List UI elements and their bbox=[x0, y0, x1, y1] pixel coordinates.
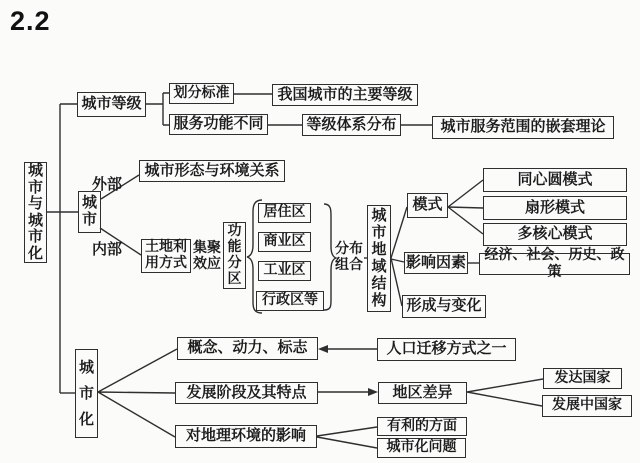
node-concept: 概念、动力、标志 bbox=[177, 337, 318, 360]
node-zone-residential: 居住区 bbox=[258, 203, 311, 223]
node-developing-countries: 发展中国家 bbox=[542, 395, 632, 417]
node-morphology: 城市形态与环境关系 bbox=[139, 160, 285, 182]
node-favorable-aspects: 有利的方面 bbox=[377, 417, 467, 436]
node-zone-administrative: 行政区等 bbox=[256, 291, 324, 311]
node-factors: 影响因素 bbox=[404, 252, 468, 274]
node-pattern-concentric: 同心圆模式 bbox=[483, 168, 627, 192]
node-zone-industrial: 工业区 bbox=[258, 261, 311, 281]
node-china-levels: 我国城市的主要等级 bbox=[272, 84, 418, 106]
node-stages: 发展阶段及其特点 bbox=[175, 382, 318, 404]
node-developed-countries: 发达国家 bbox=[543, 368, 622, 389]
node-pattern-sector: 扇形模式 bbox=[483, 196, 627, 220]
node-hierarchy-distribution: 等级体系分布 bbox=[302, 114, 401, 136]
node-impact: 对地理环境的影响 bbox=[175, 425, 317, 448]
node-nesting-theory: 城市服务范围的嵌套理论 bbox=[432, 116, 614, 139]
label-internal: 内部 bbox=[91, 241, 122, 258]
node-urbanization-problems: 城市化问题 bbox=[377, 438, 466, 458]
node-division-standard: 划分标准 bbox=[169, 83, 234, 104]
node-migration: 人口迁移方式之一 bbox=[377, 338, 516, 361]
node-service-function: 服务功能不同 bbox=[169, 114, 268, 135]
node-pattern-multinuclei: 多核心模式 bbox=[483, 223, 627, 246]
edge-urbanization-branches bbox=[98, 349, 177, 437]
arrowhead-to-regional bbox=[368, 388, 378, 396]
edge-city-level-bracket bbox=[146, 93, 169, 125]
label-external: 外部 bbox=[91, 176, 122, 193]
node-regional-difference: 地区差异 bbox=[378, 382, 467, 404]
node-land-use: 土地利用方式 bbox=[141, 239, 191, 273]
node-regional-structure: 城市地域结构 bbox=[367, 205, 391, 312]
edge-pattern-branches bbox=[448, 180, 483, 234]
node-factors-detail: 经济、社会、历史、政策 bbox=[479, 253, 630, 275]
edge-impact-branches bbox=[317, 427, 377, 448]
node-root: 城市与城市化 bbox=[24, 162, 47, 263]
edge-regional-branches bbox=[467, 379, 543, 406]
label-distribution: 分布组合 bbox=[335, 242, 363, 273]
node-city-level: 城市等级 bbox=[77, 92, 146, 117]
node-urbanization: 城市化 bbox=[75, 349, 98, 438]
label-agglomeration: 集聚效应 bbox=[193, 241, 221, 272]
section-number: 2.2 bbox=[10, 6, 51, 36]
node-city: 城市 bbox=[78, 191, 101, 233]
node-pattern: 模式 bbox=[407, 193, 448, 218]
node-zone-commercial: 商业区 bbox=[258, 232, 311, 252]
arrowhead-to-concept bbox=[318, 345, 328, 353]
node-formation: 形成与变化 bbox=[402, 295, 486, 318]
node-functional-zoning: 功能分区 bbox=[223, 222, 246, 289]
